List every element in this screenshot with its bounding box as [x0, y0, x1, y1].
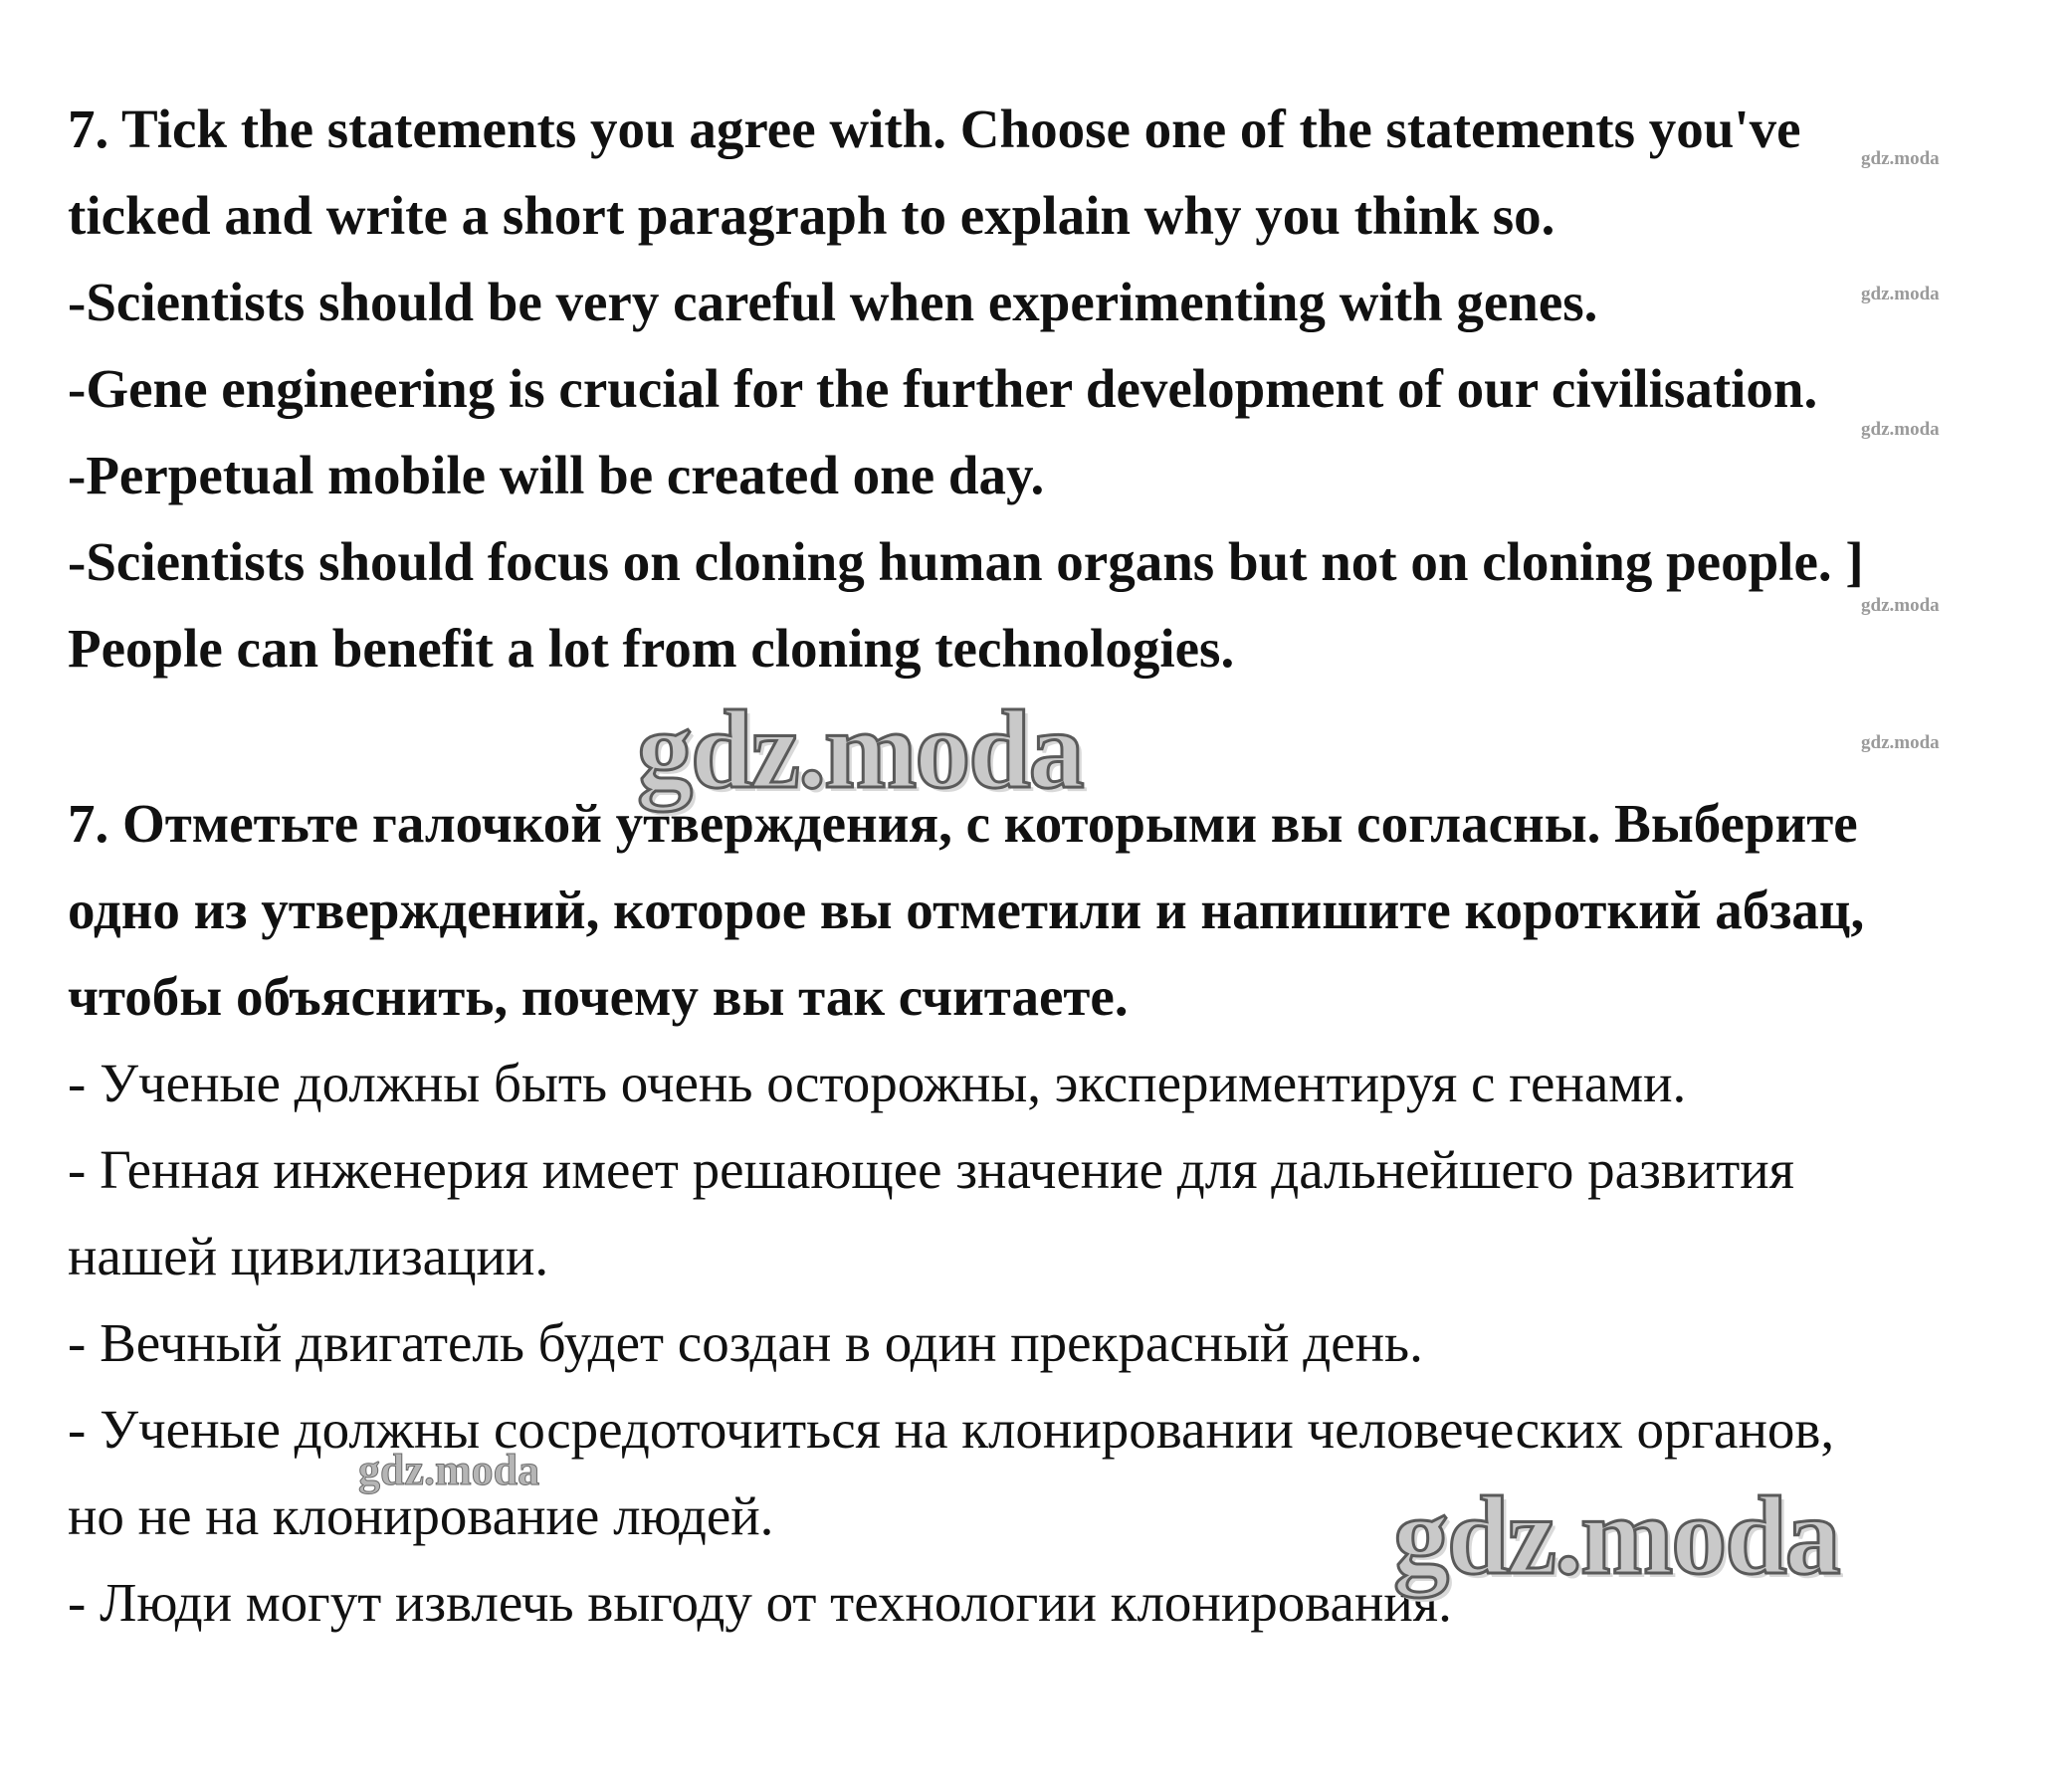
watermark-small-1: gdz.moda: [1861, 148, 1940, 169]
watermark-small-2: gdz.moda: [1861, 284, 1940, 304]
watermark-small-5: gdz.moda: [1861, 732, 1940, 753]
russian-heading-line-1: 7. Отметьте галочкой утверждения, с которыми вы согласны. Выберите: [68, 793, 1858, 854]
watermark-mid: gdz.moda: [358, 1446, 540, 1494]
russian-statement-line-3: нашей цивилизации.: [68, 1226, 549, 1286]
english-heading-line-1: 7. Tick the statements you agree with. Choose one of the statements you've: [68, 98, 1801, 159]
english-statement-3: -Perpetual mobile will be created one day.: [68, 445, 1045, 505]
english-statement-4: -Scientists should focus on cloning human organs but not on cloning people. ]: [68, 531, 1864, 592]
english-statement-2: -Gene engineering is crucial for the further development of our civilisation.: [68, 358, 1818, 419]
english-statement-5: People can benefit a lot from cloning technologies.: [68, 618, 1235, 679]
russian-statement-line-2: - Генная инженерия имеет решающее значение для дальнейшего развития: [68, 1139, 1794, 1200]
russian-statement-line-6: но не на клонирование людей.: [68, 1485, 774, 1546]
russian-heading-line-3: чтобы объяснить, почему вы так считаете.: [68, 966, 1129, 1027]
russian-statement-line-7: - Люди могут извлечь выгоду от технологии клонирования.: [68, 1572, 1452, 1633]
watermark-big-2: gdz.moda: [1393, 1475, 1839, 1598]
english-statement-1: -Scientists should be very careful when experimenting with genes.: [68, 272, 1598, 332]
watermark-big-1: gdz.moda: [637, 688, 1083, 812]
watermark-small-3: gdz.moda: [1861, 419, 1940, 440]
russian-statement-line-4: - Вечный двигатель будет создан в один прекрасный день.: [68, 1312, 1423, 1373]
russian-statement-line-5: - Ученые должны сосредоточиться на клонировании человеческих органов,: [68, 1399, 1835, 1460]
russian-statement-line-1: - Ученые должны быть очень осторожны, экспериментируя с генами.: [68, 1053, 1687, 1113]
english-heading-line-2: ticked and write a short paragraph to explain why you think so.: [68, 185, 1555, 246]
russian-heading-line-2: одно из утверждений, которое вы отметили и напишите короткий абзац,: [68, 880, 1865, 940]
watermark-small-4: gdz.moda: [1861, 595, 1940, 616]
